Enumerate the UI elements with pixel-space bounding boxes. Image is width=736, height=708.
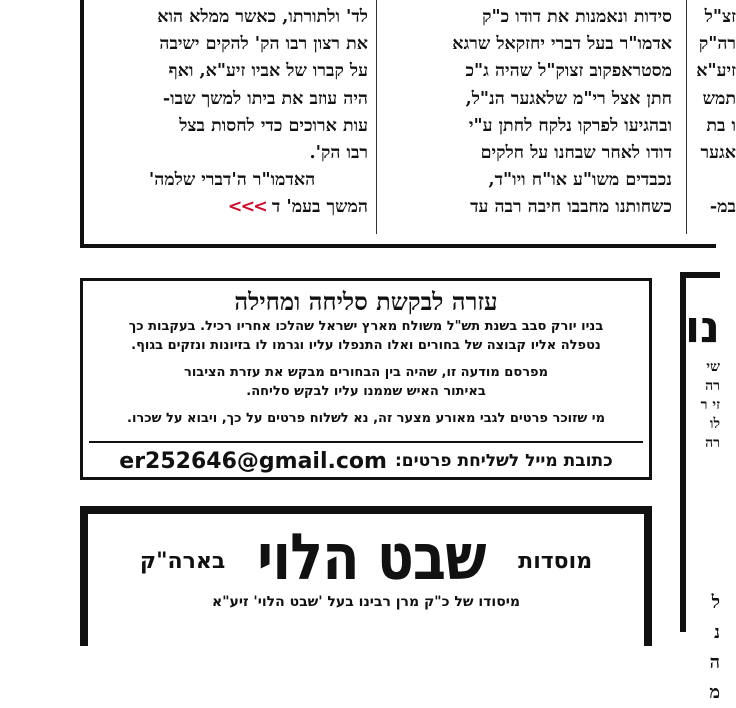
text-line: נ [714,622,720,643]
text-line: ה [709,652,720,673]
text-line: תמש [702,88,736,109]
text-line: לו [709,416,720,432]
continued-on-page [96,194,368,221]
text-line: מסטראפקוב זצוק"ל שהיה ג"כ [465,61,672,82]
institution-ad [80,506,652,646]
text-line: ובהגיעו לפרקו נלקח לחתן ע"י [468,115,672,136]
text-line: ו בת [706,115,736,136]
email-label: כתובת מייל לשליחת פרטים: [394,451,613,471]
article-column-left [96,4,368,222]
text-line: בניו יורק סבב בשנת תש"ל משולח מארץ ישראל שהלכו אחריו רכיל. בעקבות כך [128,319,604,334]
notice-email-row [89,441,643,479]
text-line: נטפלה אליו קבוצה של בחורים ואלו התנפלו עליו וגרמו לו בזיונות ונזקים בגוף. [131,338,601,353]
notice-box [80,278,652,480]
text-line: חתן אצל רי"מ שלאגער הנ"ל, [465,88,672,109]
text-line: זצ"ל [704,7,736,27]
ad-title-main: שבט הלוי [257,521,487,595]
notice-title: עזרה לבקשת סליחה ומחילה [234,287,498,316]
notice-paragraph [93,363,639,401]
text-line: דודו לאחר שבחנו על חלקים [480,143,672,164]
text-line: מפרסם מודעה זו, שהיה בין הבחורים מבקש את עזרת הציבור [184,365,548,380]
email-address: er252646@gmail.com [119,448,387,474]
column-divider [376,0,377,234]
side-partial-box [680,272,720,703]
text-line: רבו הק'. [309,143,368,164]
ad-title-prefix: מוסדות [518,549,593,574]
side-heading: נו [684,302,720,353]
notice-paragraph [93,317,639,355]
text-line: נכבדים משו"ע או"ח ויו"ד, [488,170,672,191]
text-line: היה עוזב את ביתו למשך שבו- [162,88,368,109]
text-line: ל [711,592,720,613]
text-line: סידות ונאמנות את דודו כ"ק [482,7,672,27]
column-divider [686,0,687,234]
ad-subtitle: מיסודו של כ"ק מרן רבינו בעל 'שבט הלוי' זיע"א [212,594,520,610]
text-line [696,167,736,194]
text-line: האדמו"ר ה'דברי שלמה' [148,170,316,191]
text-line: עות ארוכים כדי לחסות בצל [179,115,368,136]
text-line: כשחותנו מחבבו חיבה רבה עד [470,197,672,218]
side-text-bottom [709,588,720,708]
text-line: אגער [700,143,736,164]
notice-paragraph: מי שזוכר פרטים לגבי מאורע מצער זה, נא לשלוח פרטים על כך, ויבוא על שכרו. [127,411,605,426]
text-line: שי [706,359,720,375]
article-column-middle [384,4,672,222]
text-line: באיתור האיש שממנו עליו לבקש סליחה. [246,384,486,399]
text-line: על קברו של אביו זיע"א, ואף [168,61,368,82]
text-line: את רצון רבו הק' להקים ישיבה [159,34,368,55]
text-line: אדמו"ר בעל דברי יחזקאל שרגא [452,34,672,55]
text-line: במ- [709,197,736,218]
article-column-right [696,4,736,222]
continued-arrows-icon: >>> [227,197,266,218]
ad-title-suffix: בארה"ק [139,549,226,574]
text-line: זי ר [700,397,720,413]
text-line: רה"ק [698,34,736,55]
text-line: מ [709,682,720,703]
text-line: רה [705,378,720,394]
text-line: רה [705,435,720,451]
ad-title-row [88,521,644,595]
text-line: זיע"א [696,61,736,82]
side-text [701,358,720,453]
text-line: לד' ולתורתו, כאשר ממלא הוא [157,7,368,27]
top-article [80,0,736,248]
continued-label: המשך בעמ' ד [271,197,368,218]
